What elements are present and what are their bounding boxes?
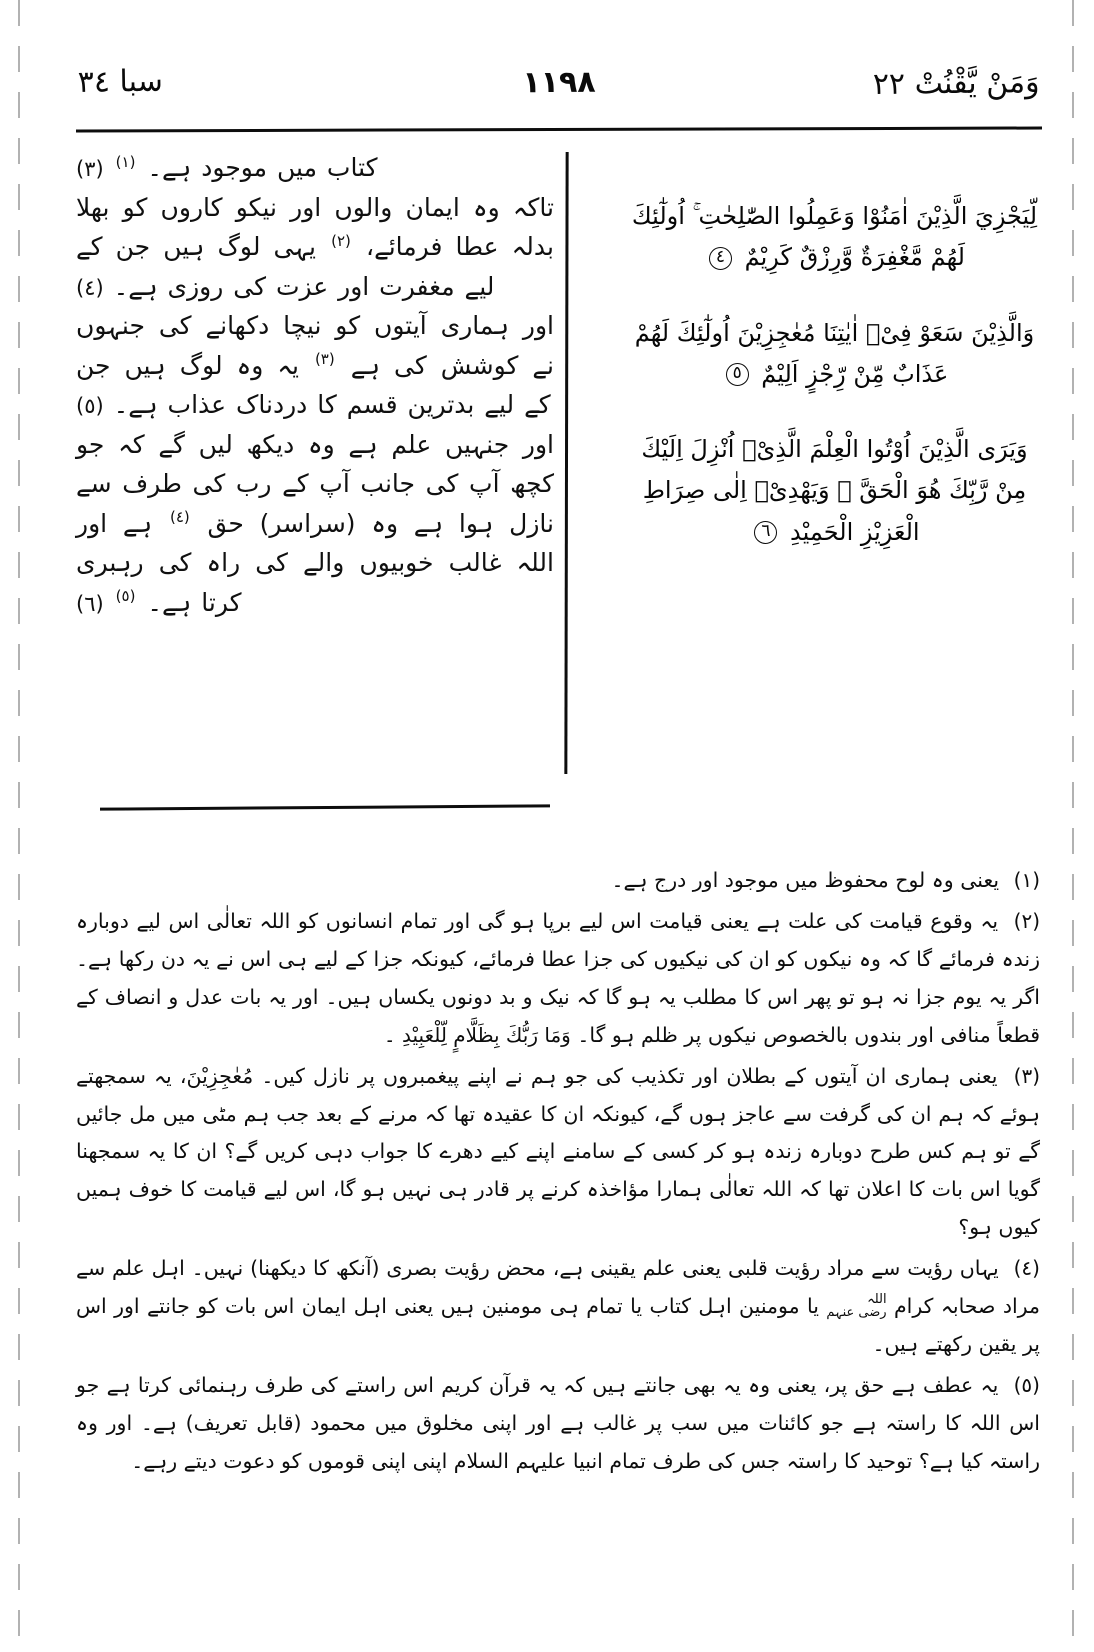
page-number: ١١٩٨ — [522, 64, 596, 101]
footnote-text: یہ وقوع قیامت کی علت ہے یعنی قیامت اس لیے برپا ہو گی اور تمام انسانوں کو اللہ تعالٰی اس لیے دوبارہ زندہ فرمائے گا کہ وہ نیکوں کو ان کی نیکیوں کی جزا عطا فرمائے، کیونکہ جزا کے لیے ہی اس نے یہ دن رکھا ہے۔ اگر یہ یوم جزا نہ ہو تو پھر اس کا مطلب یہ ہو گا کہ نیک و بد دونوں یکساں ہیں۔ اور یہ بات عدل و انصاف کے قطعاً منافی اور بندوں بالخصوص نیکوں پر ظلم ہو گا۔ — [76, 908, 1040, 1047]
footnote-text: یعنی وہ لوح محفوظ میں موجود اور درج ہے۔ — [611, 868, 1000, 892]
ayah-reference: (٦) — [76, 591, 104, 616]
urdu-text: یہ وہ لوگ ہیں جن کے لیے بدترین قسم کا دردناک عذاب ہے۔ — [76, 350, 551, 419]
footnote-arabic-quote: وَمَا رَبُّكَ بِظَلَّامٍ لِّلْعَبِيْدِ ۔ — [383, 1022, 571, 1047]
juz-header: وَمَنْ يَّقْنُتْ ٢٢ — [872, 65, 1041, 103]
ayah-number-marker: ٦ — [754, 521, 777, 544]
footnote-number: (٥) — [1013, 1372, 1040, 1397]
ayah-number-marker: ٥ — [726, 363, 749, 386]
honorific-line-bottom: رضی عنہم — [826, 1305, 887, 1321]
header-divider-rule — [76, 126, 1042, 132]
urdu-text: (سراسر) حق — [207, 508, 356, 538]
ayah-text: وَيَرَى الَّذِيْنَ اُوْتُوا الْعِلْمَ الَّذِىْۤ اُنْزِلَ اِلَيْكَ مِنْ رَّبِّكَ هُوَ الْحَقَّ ۙ وَيَهْدِىْۤ اِلٰى صِرَاطِ الْعَزِيْزِ الْحَمِيْدِ — [641, 435, 1028, 546]
footnote-marker: (٣) — [314, 350, 335, 369]
urdu-text: كتاب میں موجود ہے۔ — [147, 153, 378, 182]
surah-header: سبا ٣٤ — [77, 63, 164, 100]
scan-edge-left — [18, 0, 20, 1652]
urdu-text: اور ہماری آیتوں کو نیچا دکھانے کی جنہوں نے کوشش کی ہے — [76, 311, 554, 380]
arabic-ayah-column — [627, 140, 1042, 587]
footnote-marker: (٥) — [115, 587, 136, 606]
footnote-text: یا مومنین اہل کتاب یا تمام ہی مومنین ہیں یعنی اہل ایمان اس بات کو جانتے اور اس پر یقین رکھتے ہیں۔ — [76, 1294, 1040, 1357]
ayah-reference: (٣) — [76, 157, 104, 181]
footnote-number: (٤) — [1013, 1256, 1040, 1281]
ayah-reference: (٤) — [76, 275, 104, 300]
ayah-block — [627, 313, 1042, 396]
footnote-item — [76, 1367, 1040, 1481]
scan-edge-right — [1072, 0, 1074, 1652]
column-divider-rule — [564, 152, 568, 774]
footnote-text: یہ عطف ہے حق پر، یعنی وہ یہ بھی جانتے ہیں کہ یہ قرآن کریم اس راستے کی طرف رہنمائی کرتا ہے جو اس اللہ کا راستہ ہے جو کائنات میں سب پر غالب ہے اور اپنی مخلوق میں محمود (قابل تعریف) ہے۔ اور وہ راستہ کیا ہے؟ توحید کا راستہ جس کی طرف تمام انبیا علیہم السلام اپنی اپنی قوموں کو دعوت دیتے رہے۔ — [76, 1372, 1040, 1473]
ayah-reference: (٥) — [76, 394, 104, 418]
ayah-text: لِّيَجْزِيَ الَّذِيْنَ اٰمَنُوْا وَعَمِلُوا الصّٰلِحٰتِ ۚ اُولٰٓئِكَ لَهُمْ مَّغْفِرَةٌ وَّرِزْقٌ كَرِيْمٌ — [631, 202, 1038, 272]
footnote-item — [76, 862, 1040, 900]
footnote-number: (٢) — [1013, 908, 1040, 933]
footnote-item — [76, 903, 1040, 1055]
urdu-translation-line — [76, 148, 554, 188]
urdu-translation-column — [76, 148, 554, 622]
ayah-text: وَالَّذِيْنَ سَعَوْ فِىْۤ اٰيٰتِنَا مُعٰجِزِيْنَ اُولٰٓئِكَ لَهُمْ عَذَابٌ مِّنْ رِّجْزٍ اَلِيْمٌ — [634, 318, 1035, 388]
urdu-text: اور جنہیں علم ہے وہ دیکھ لیں گے کہ جو کچھ آپ کی جانب آپ کے رب کی طرف سے نازل ہوا ہے وہ — [76, 429, 554, 538]
urdu-text: ہے اور اللہ غالب خوبیوں والے کی راہ کی رہبری کرتا ہے۔ — [76, 508, 554, 617]
urdu-text: یہی لوگ ہیں جن کے لیے مغفرت اور عزت کی روزی ہے۔ — [76, 232, 495, 301]
ayah-block — [627, 429, 1042, 553]
footnote-marker: (١) — [115, 152, 136, 171]
footnotes-section — [76, 862, 1040, 1484]
footnote-number: (٣) — [1013, 1063, 1040, 1088]
footnote-item — [76, 1250, 1040, 1364]
urdu-translation-line — [76, 306, 554, 425]
page-header — [77, 63, 1041, 126]
radiallahu-anhum-honorific-icon — [826, 1293, 886, 1320]
urdu-translation-line — [76, 425, 554, 623]
footnote-separator-rule — [100, 804, 550, 810]
footnote-number: (١) — [1013, 868, 1040, 892]
footnote-item — [76, 1058, 1040, 1248]
urdu-translation-line — [76, 188, 554, 307]
verse-area — [76, 140, 1042, 780]
footnote-marker: (٤) — [169, 508, 190, 527]
ayah-block — [627, 196, 1042, 279]
urdu-text: تاکہ وہ ایمان والوں اور نیکو کاروں کو بھلا بدلہ عطا فرمائے، — [76, 192, 555, 261]
footnote-text: یہاں رؤیت سے مراد رؤیت قلبی یعنی علم یقینی ہے، محض رؤیت بصری (آنکھ کا دیکھنا) نہیں۔ اہل علم سے مراد صحابہ کرام — [76, 1256, 1040, 1319]
honorific-line-top: اللہ — [867, 1291, 887, 1307]
footnote-text: یعنی ہماری ان آیتوں کے بطلان اور تکذیب کی جو ہم نے اپنے پیغمبروں پر نازل کیں۔ مُعٰجِزِیْنَ، یہ سمجھتے ہوئے کہ ہم ان کی گرفت سے عاجز ہوں گے، کیونکہ ان کا عقیدہ تھا کہ مرنے کے بعد جب ہم مٹی میں مل جائیں گے تو ہم کس طرح دوبارہ زندہ ہو کر کسی کے سامنے اپنے کیے دھرے کا جواب دہی کریں گے؟ ان کا یہ سمجھنا گویا اس بات کا اعلان تھا کہ اللہ تعالٰی ہمارا مؤاخذہ کرنے پر قادر ہی نہیں ہو گا، اس لیے قیامت کا خوف ہمیں کیوں ہو؟ — [76, 1063, 1040, 1240]
footnote-marker: (٢) — [331, 231, 351, 250]
ayah-number-marker: ٤ — [709, 247, 732, 270]
